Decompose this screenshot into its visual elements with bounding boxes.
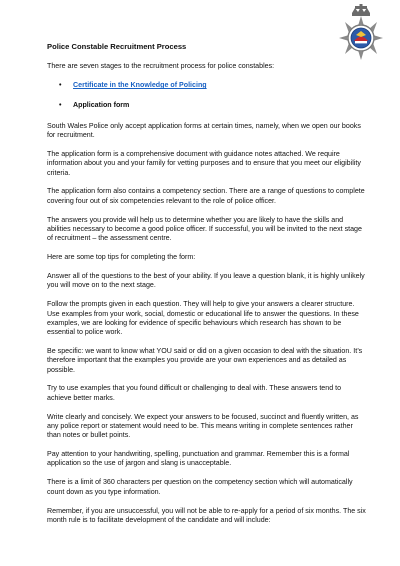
document-body <box>47 42 367 535</box>
certificate-link[interactable]: Certificate in the Knowledge of Policing <box>73 81 207 90</box>
page-title: Police Constable Recruitment Process <box>47 42 187 51</box>
paragraph: Here are some top tips for completing the form: <box>47 253 196 262</box>
paragraph: The application form also contains a competency section. There are a range of questions to complete covering four out of six competencies relevant to the role of police officer. <box>47 187 365 205</box>
paragraph: There is a limit of 360 characters per question on the competency section which will automatically count down as you type information. <box>47 478 353 496</box>
paragraph: Be specific: we want to know what YOU said or did on a given occasion to deal with the situation. It’s therefore important that the examples you provide are your own experiences and as detailed as possible. <box>47 346 363 374</box>
stages-list <box>47 81 367 111</box>
paragraph: Try to use examples that you found difficult or challenging to deal with. These answers tend to achieve better marks. <box>47 384 342 402</box>
paragraph: South Wales Police only accept application forms at certain times, namely, when we open our books for recruitment. <box>47 121 361 140</box>
paragraph: Write clearly and concisely. We expect your answers to be focused, succinct and fluently written, as any police report or statement would need to be. This means writing in complete sentences rather than notes or bullet points. <box>47 412 359 440</box>
intro-text: There are seven stages to the recruitment process for police constables: <box>47 62 275 71</box>
paragraph: The answers you provide will help us to determine whether you are likely to have the skills and abilities necessary to become a good police officer. If successful, you will be invited to the next stage of recruitment – the assessment centre. <box>47 215 362 243</box>
paragraph: Follow the prompts given in each question. They will help to give your answers a clearer structure. Use examples from your work, social, domestic or educational life to answer the questions. In these examples, we are looking for evidence of specific behaviours which research has shown to be essential to police work. <box>47 300 359 337</box>
paragraph: The application form is a comprehensive document with guidance notes attached. We require information about you and your family for vetting purposes and to ensure that you meet our eligibility criteria. <box>47 149 361 177</box>
list-item <box>47 101 367 110</box>
paragraph: Pay attention to your handwriting, spelling, punctuation and grammar. Remember this is a formal application so the use of jargon and slang is unacceptable. <box>47 450 350 468</box>
paragraph: Remember, if you are unsuccessful, you will not be able to re-apply for a period of six months. The six month rule is to facilitate development of the candidate and will include: <box>47 506 366 524</box>
paragraph: Answer all of the questions to the best of your ability. If you leave a question blank, it is highly unlikely you will move on to the next stage. <box>47 272 365 290</box>
list-item <box>47 81 367 90</box>
application-form-heading: Application form <box>73 101 130 110</box>
